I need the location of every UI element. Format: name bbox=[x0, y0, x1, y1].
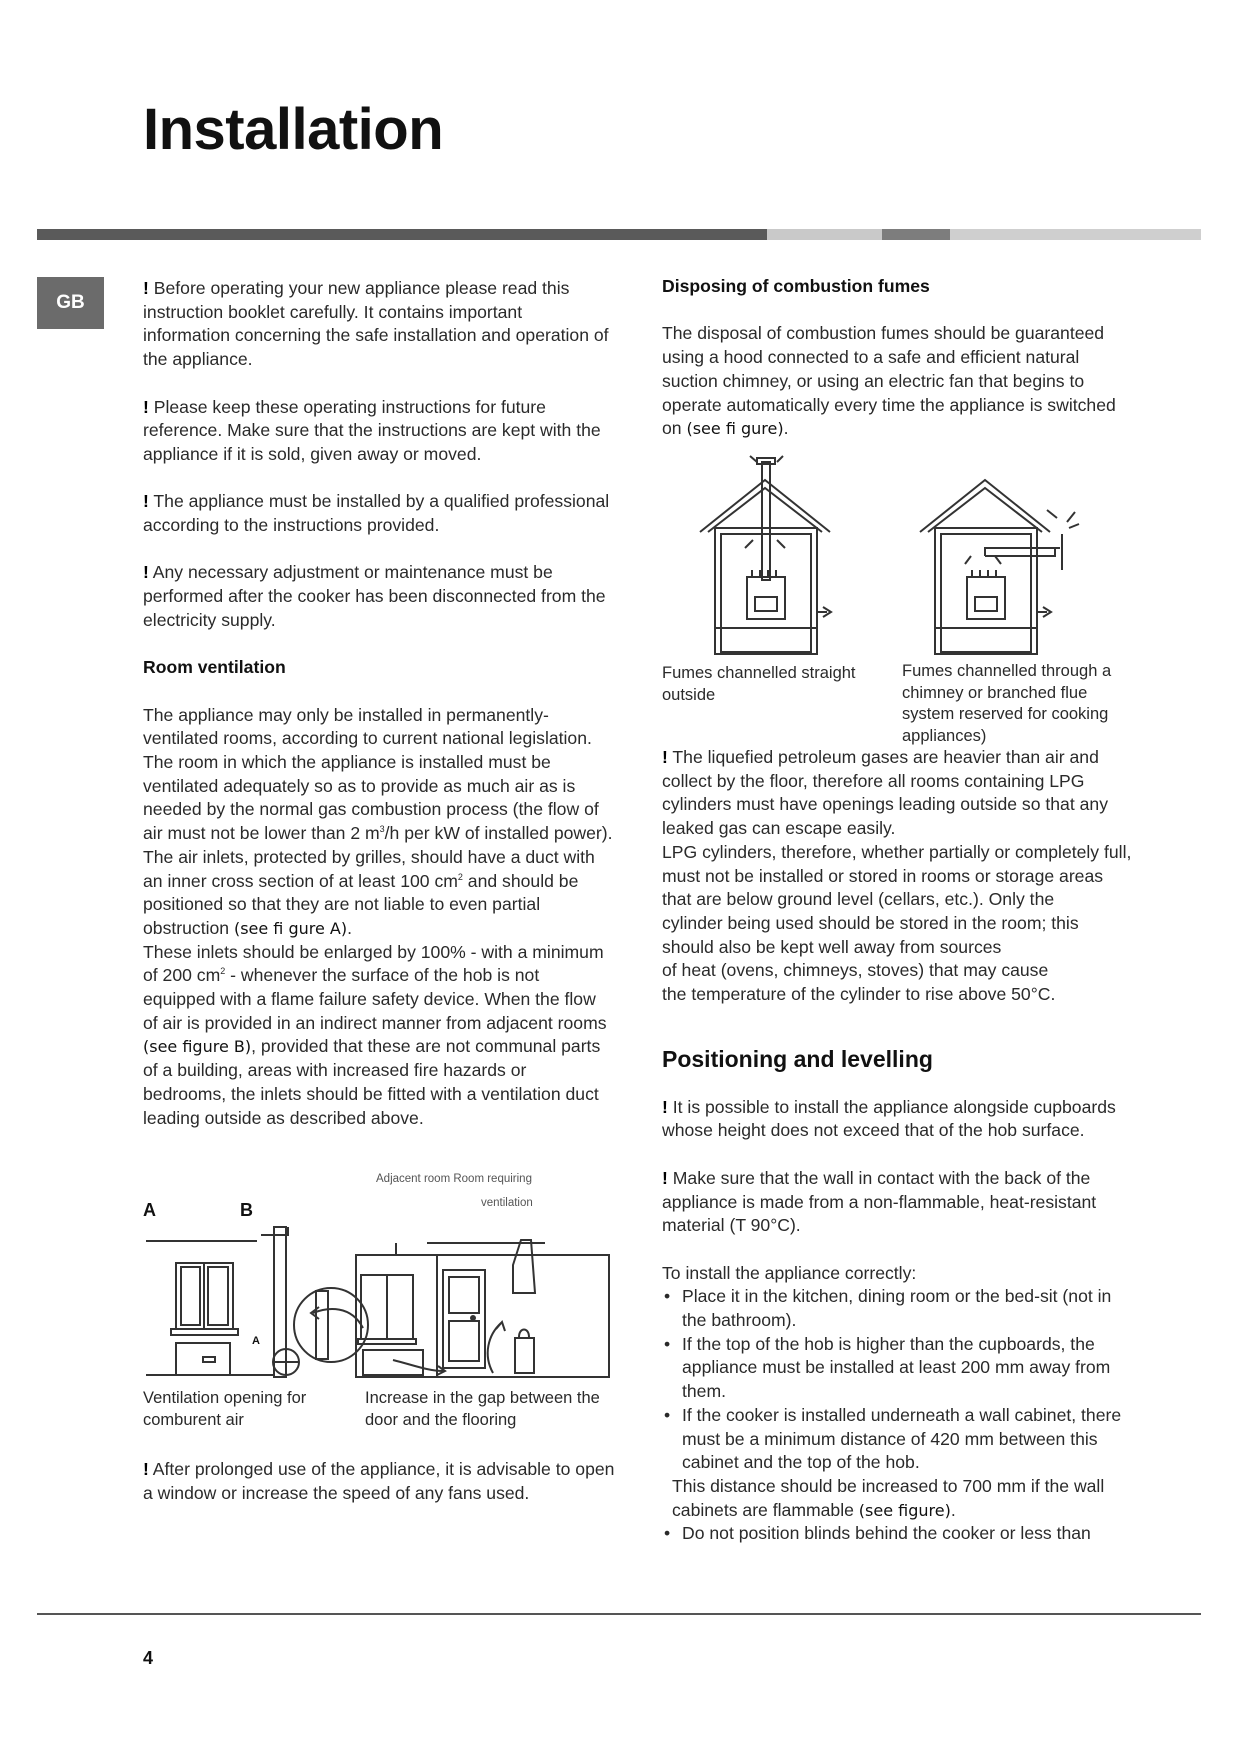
ventilation-label: ventilation bbox=[481, 1197, 533, 1209]
note-qualified-professional: ! The appliance must be installed by a qualified professional according to the instructions provided. bbox=[143, 491, 610, 535]
list-item: • Place it in the kitchen, dining room or the bed-sit (not in the bathroom). bbox=[662, 1285, 1137, 1332]
fig-b-rooms bbox=[356, 1255, 609, 1377]
list-item: • If the cooker is installed underneath a wall cabinet, there must be a minimum distance of 420 mm between this cabinet and the top of the hob. bbox=[662, 1404, 1137, 1475]
room-ventilation-paragraph-3: These inlets should be enlarged by 100% - with a minimum of 200 $cm^2$ - whenever the surface of the hob is not equipped with a flame failure safety device. When the flow of air is provided in an indirect manner from adjacent rooms (see figure B), provided that these are not communal parts of a building, areas with increased fire hazards or bedrooms, the inlets should be fitted with a ventilation duct leading outside as described above. bbox=[143, 941, 607, 1128]
fig-b-cooker bbox=[515, 1338, 534, 1373]
header-bar-dark bbox=[37, 229, 767, 240]
fumes-heading: Disposing of combustion fumes bbox=[662, 276, 930, 296]
house2-branched-flue bbox=[985, 548, 1060, 556]
note-keep-instructions: ! Please keep these operating instructions for future reference. Make sure that the instructions are kept with the appliance if it is sold, given away or moved. bbox=[143, 396, 601, 464]
language-tab: GB bbox=[37, 277, 104, 329]
caption-fumes-straight: Fumes channelled straight outside bbox=[662, 664, 856, 704]
caption-ventilation-opening: Ventilation opening for comburent air bbox=[143, 1389, 307, 1429]
fig-b-hood bbox=[513, 1240, 535, 1293]
note-disconnect-supply: ! Any necessary adjustment or maintenance must be performed after the cooker has been disconnected from the electricity supply. bbox=[143, 562, 606, 630]
house2-walls bbox=[935, 528, 1037, 654]
note-read-booklet: ! Before operating your new appliance please read this instruction booklet carefully. It contains important information concerning the safe installation and operation of the appliance. bbox=[143, 278, 609, 370]
positioning-extra: This distance should be increased to 700 mm if the wall cabinets are flammable (see figure). bbox=[672, 1475, 1105, 1520]
after-use-note: ! After prolonged use of the appliance, it is advisable to open a window or increase the speed of any fans used. bbox=[143, 1459, 615, 1503]
room-ventilation-heading: Room ventilation bbox=[143, 657, 286, 678]
room-ventilation-paragraph-1: The appliance may only be installed in permanently-ventilated rooms, according to current national legislation. The room in which the appliance is installed must be ventilated adequately so as to provide as much air as is needed by the normal gas combustion process (the flow of air must not be lower than 2 $m^3/h$ per kW of installed power). bbox=[143, 704, 613, 844]
positioning-note-2: ! Make sure that the wall in contact with the back of the appliance is made from a non-flammable, heat-resistant material (T 90°C). bbox=[662, 1167, 1097, 1236]
fumes-section bbox=[662, 275, 1132, 441]
footer-rule bbox=[37, 1613, 1201, 1615]
lpg-paragraph-5: the temperature of the cylinder to rise above 50°C. bbox=[662, 984, 1056, 1005]
list-item: • If the top of the hob is higher than the cupboards, the appliance must be installed at least 200 mm away from them. bbox=[662, 1333, 1137, 1404]
adjacent-room-label: Adjacent room Room requiring bbox=[376, 1173, 532, 1185]
lpg-paragraph-4: of heat (ovens, chimneys, stoves) that may cause bbox=[662, 960, 1049, 981]
figure-label-b: B bbox=[240, 1200, 253, 1220]
lpg-paragraph-1: ! The liquefied petroleum gases are heavier than air and collect by the floor, therefore all rooms containing LPG cylinders must have openings leading outside so that any leaked gas can escape easily. bbox=[662, 747, 1108, 839]
positioning-list bbox=[662, 1285, 1137, 1475]
figure-small-label-a: A bbox=[252, 1335, 260, 1347]
header-bar-light-end bbox=[950, 229, 1201, 240]
positioning-heading: Positioning and levelling bbox=[662, 1046, 933, 1072]
left-column bbox=[143, 277, 613, 1130]
ventilation-figure bbox=[143, 1225, 613, 1385]
fumes-figure bbox=[695, 452, 1145, 662]
lpg-paragraph-2: LPG cylinders, therefore, whether partially or completely full, must not be installed or stored in rooms or storage areas that are below ground level (cellars, etc.). Only the bbox=[662, 841, 1132, 910]
lpg-section bbox=[662, 746, 1132, 1007]
house1-walls bbox=[715, 528, 817, 654]
list-item: • Do not position blinds behind the cooker or less than bbox=[662, 1522, 1137, 1546]
header-bar-mid bbox=[882, 229, 950, 240]
page-title: Installation bbox=[143, 97, 444, 162]
positioning-note-1: ! It is possible to install the appliance alongside cupboards whose height does not exceed that of the hob surface. bbox=[662, 1096, 1116, 1141]
room-ventilation-paragraph-2: The air inlets, protected by grilles, should have a duct with an inner cross section of at least 100 $cm^2$ and should be positioned so that they are not liable to even partial obstruction (see fi gure A). bbox=[143, 846, 595, 938]
caption-door-gap: Increase in the gap between the door and the flooring bbox=[365, 1389, 600, 1429]
positioning-section bbox=[662, 1048, 1137, 1546]
page-number: 4 bbox=[143, 1648, 154, 1668]
caption-fumes-chimney: Fumes channelled through a chimney or branched flue system reserved for cooking appliances) bbox=[902, 662, 1112, 745]
figure-label-a: A bbox=[143, 1200, 156, 1220]
positioning-intro: To install the appliance correctly: bbox=[662, 1262, 917, 1283]
lpg-paragraph-3: cylinder being used should be stored in the room; this should also be kept well away from sources bbox=[662, 912, 1079, 957]
fumes-paragraph: The disposal of combustion fumes should be guaranteed using a hood connected to a safe and efficient natural suction chimney, or using an electric fan that begins to operate automatically every time the appliance is switched on (see fi gure). bbox=[662, 323, 1116, 439]
header-bar-light bbox=[767, 229, 882, 240]
